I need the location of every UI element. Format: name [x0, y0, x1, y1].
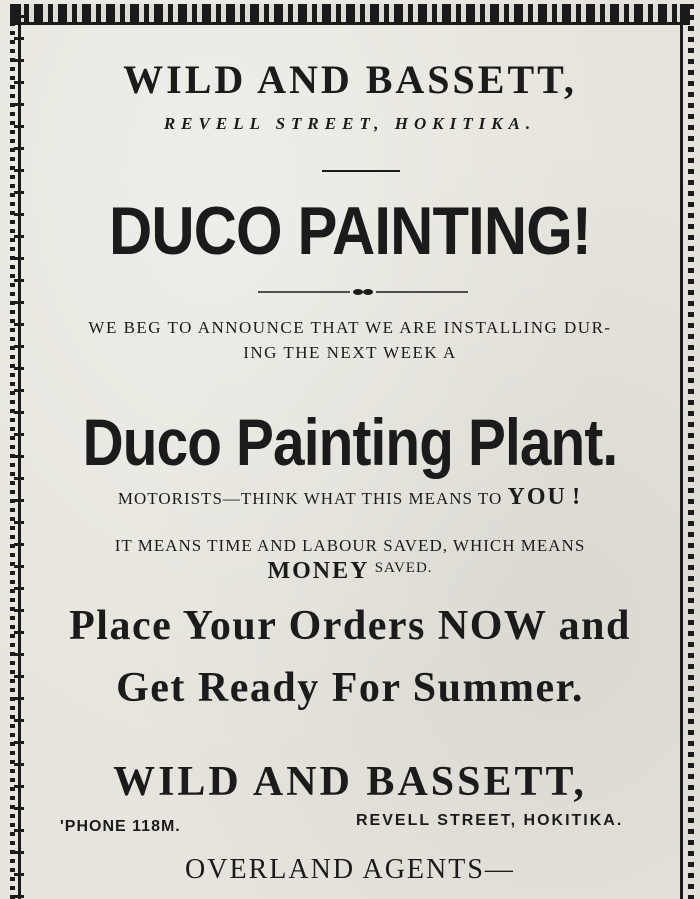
ornament-divider [258, 288, 468, 296]
decorative-border-top [10, 4, 690, 25]
call-to-action-line-2: Get Ready For Summer. [116, 665, 584, 711]
motorists-emphasis: YOU [507, 484, 567, 510]
announcement-line-2: ING THE NEXT WEEK A [243, 343, 457, 362]
business-name-heading: WILD AND BASSETT, [123, 57, 577, 102]
motorists-exclamation: ! [572, 484, 583, 510]
means-line-1: IT MEANS TIME AND LABOUR SAVED, WHICH MEANS [114, 536, 586, 555]
decorative-border-left [10, 4, 24, 899]
phone-number: 'PHONE 118M. [60, 818, 181, 835]
business-address: REVELL STREET, HOKITIKA. [163, 114, 537, 133]
decorative-border-right [678, 4, 694, 899]
motorists-line [30, 484, 670, 511]
call-to-action-line-1: Place Your Orders NOW and [69, 603, 631, 649]
business-name-footer: WILD AND BASSETT, [113, 759, 587, 805]
plant-title: Duco Painting Plant. [82, 405, 618, 479]
divider-rule [322, 170, 400, 172]
means-line-2 [30, 558, 670, 585]
address-footer: REVELL STREET, HOKITIKA. [356, 812, 624, 829]
announcement-line-1: WE BEG TO ANNOUNCE THAT WE ARE INSTALLING DUR- [88, 318, 612, 337]
overland-agents: OVERLAND AGENTS— [185, 854, 515, 885]
money-word: MONEY [267, 558, 370, 584]
saved-word: SAVED. [374, 560, 433, 576]
headline-duco-painting: DUCO PAINTING! [109, 193, 591, 269]
motorists-text: MOTORISTS—THINK WHAT THIS MEANS TO [117, 489, 503, 508]
